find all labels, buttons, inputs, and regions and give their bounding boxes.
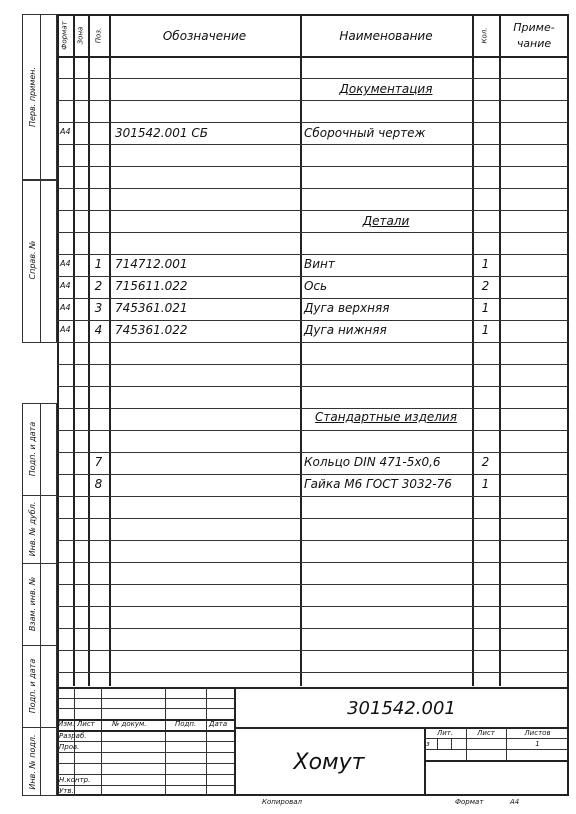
table-row-name: Гайка М6 ГОСТ 3032-76 <box>304 477 452 491</box>
table-row-pos: 8 <box>94 477 103 491</box>
section-details: Детали <box>362 214 410 228</box>
table-row-qty: 1 <box>481 477 490 491</box>
table-row-name: Винт <box>304 257 335 271</box>
title-utv: Утв. <box>59 787 74 795</box>
table-row-format: А4 <box>60 259 71 268</box>
table-row-pos: 7 <box>94 455 103 469</box>
table-row-name: Сборочный чертеж <box>304 126 426 140</box>
header-zone: Зона <box>76 26 85 45</box>
table-row-name: Ось <box>304 279 328 293</box>
side-label-sprav: Справ. № <box>28 240 37 280</box>
side-label-inv-podl: Инв. № подл. <box>28 734 37 790</box>
header-note-line2: чание <box>516 37 552 50</box>
table-row-format: А4 <box>60 303 71 312</box>
title-lit: Лит. <box>436 729 454 737</box>
table-row-designation: 745361.022 <box>115 323 188 337</box>
section-documentation: Документация <box>339 82 433 96</box>
table-row-format: А4 <box>60 281 71 290</box>
title-listov-value: 1 <box>535 740 540 748</box>
table-row-designation: 715611.022 <box>115 279 188 293</box>
title-lit-mark: з <box>426 740 430 748</box>
title-col-doc: № докум. <box>112 720 147 728</box>
header-note-line1: Приме- <box>513 21 555 34</box>
table-row-name: Дуга верхняя <box>304 301 390 315</box>
table-row-qty: 1 <box>481 257 490 271</box>
table-row-name: Дуга нижняя <box>304 323 387 337</box>
table-row-designation: 714712.001 <box>115 257 188 271</box>
title-list: Лист <box>477 729 495 737</box>
title-col-izm: Изм. <box>58 720 75 728</box>
section-standard: Стандартные изделия <box>315 410 457 424</box>
side-label-podp-data-1: Подп. и дата <box>28 421 37 477</box>
table-row-pos: 2 <box>94 279 103 293</box>
side-label-perv-primen: Перв. примен. <box>28 66 37 127</box>
title-col-list: Лист <box>77 720 95 728</box>
title-name: Хомут <box>293 750 365 775</box>
title-col-podp: Подп. <box>175 720 197 728</box>
table-row-name: Кольцо DIN 471-5х0,6 <box>304 455 441 469</box>
footer-format-value: А4 <box>510 798 520 806</box>
header-qty: Кол. <box>480 27 489 44</box>
title-prov: Пров. <box>59 743 80 751</box>
side-label-inv-dubl: Инв. № дубл. <box>28 501 37 557</box>
table-row-format: А4 <box>60 325 71 334</box>
side-label-vzam-inv: Взам. инв. № <box>28 576 37 632</box>
footer-copied: Копировал <box>262 798 302 806</box>
table-row-qty: 2 <box>481 455 490 469</box>
title-code: 301542.001 <box>347 698 456 719</box>
header-name: Наименование <box>339 29 433 43</box>
header-format: Формат <box>60 21 69 50</box>
side-label-podp-data-2: Подп. и дата <box>28 658 37 714</box>
table-row-pos: 4 <box>94 323 103 337</box>
title-n-kontr: Н.контр. <box>59 776 91 784</box>
table-row-qty: 1 <box>481 301 490 315</box>
table-row-designation: 301542.001 СБ <box>115 126 208 140</box>
table-row-designation: 745361.021 <box>115 301 188 315</box>
title-razrab: Разраб. <box>59 732 87 740</box>
table-row-pos: 3 <box>94 301 103 315</box>
footer-format-label: Формат <box>455 798 484 806</box>
header-designation: Обозначение <box>162 29 247 43</box>
table-row-pos: 1 <box>94 257 103 271</box>
title-col-data: Дата <box>209 720 228 728</box>
table-row-format: А4 <box>60 127 71 136</box>
table-row-qty: 2 <box>481 279 490 293</box>
table-row-qty: 1 <box>481 323 490 337</box>
header-pos: Поз. <box>94 27 103 44</box>
title-listov: Листов <box>524 729 551 737</box>
